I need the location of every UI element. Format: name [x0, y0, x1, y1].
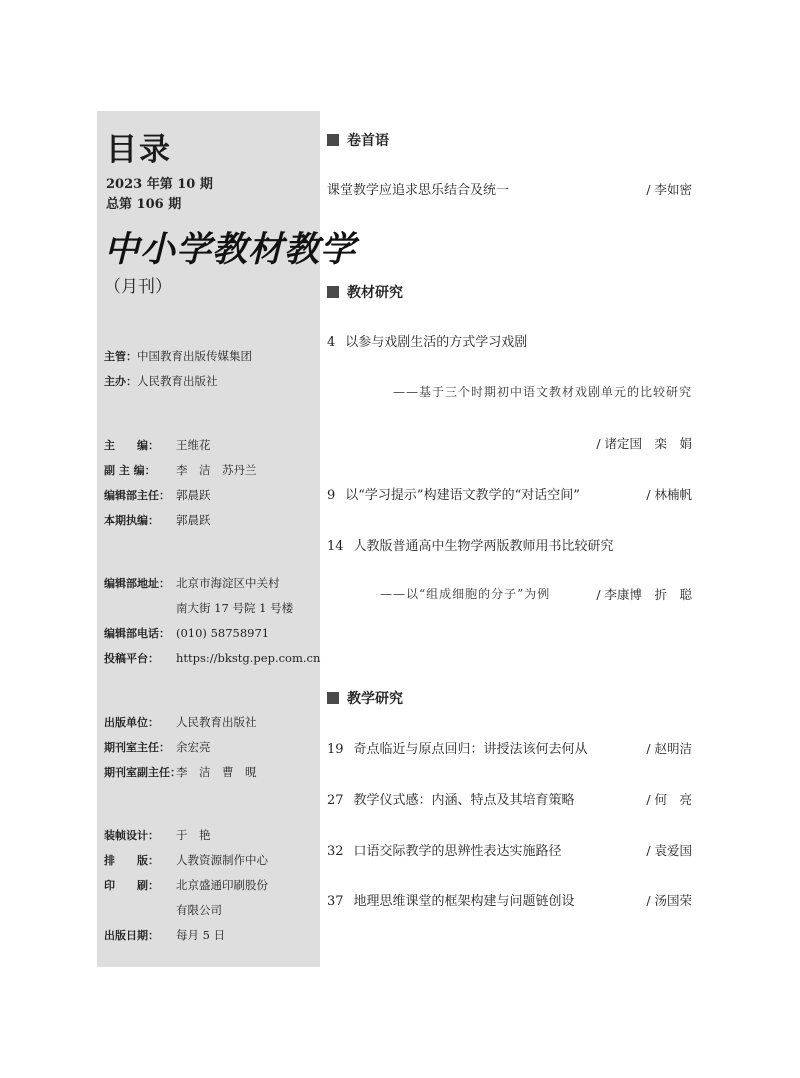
toc-entry[interactable]: 课堂教学应追求思乐结合及统一 [327, 183, 510, 198]
info-publisher: 出版单位： 人民教育出版社 [104, 715, 257, 729]
section-marker-icon [327, 692, 339, 704]
toc-author: / 李如密 [646, 182, 692, 197]
info-supervisor: 主管：中国教育出版传媒集团 [104, 349, 252, 363]
toc-entry[interactable]: 19 奇点临近与原点回归：讲授法该何去何从 [327, 742, 588, 757]
toc-author: / 汤国荣 [646, 893, 692, 908]
info-submission: 投稿平台： https://bkstg.pep.com.cn [104, 651, 321, 665]
info-phone: 编辑部电话： (010) 58758971 [104, 626, 270, 640]
section-heading: 教学研究 [327, 688, 403, 708]
toc-author: / 赵明洁 [646, 741, 692, 756]
toc-entry[interactable]: 32 口语交际教学的思辨性表达实施路径 [327, 844, 562, 859]
info-pub-date: 出版日期： 每月 5 日 [104, 928, 226, 942]
issue-number: 2023 年第 10 期 [106, 177, 213, 192]
toc-entry[interactable]: 37 地理思维课堂的框架构建与问题链创设 [327, 894, 575, 909]
section-marker-icon [327, 134, 339, 146]
toc-author: / 袁爱国 [646, 843, 692, 858]
toc-entry[interactable]: 4 以参与戏剧生活的方式学习戏剧 [327, 335, 528, 350]
info-deputy-office-director: 期刊室副主任：李 洁 曹 晛 [104, 765, 257, 779]
info-issue-editor: 本期执编： 郭晨跃 [104, 513, 211, 527]
toc-author: / 林楠帆 [646, 487, 692, 502]
info-address: 编辑部地址： 北京市海淀区中关村 [104, 576, 280, 590]
section-heading: 卷首语 [327, 130, 389, 150]
issue-total: 总第 106 期 [106, 197, 182, 212]
section-heading: 教材研究 [327, 282, 403, 302]
info-deputy-editor: 副 主 编： 李 洁 苏丹兰 [104, 463, 257, 477]
toc-entry[interactable]: 14 人教版普通高中生物学两版教师用书比较研究 [327, 539, 614, 554]
toc-subtitle: ——基于三个时期初中语文教材戏剧单元的比较研究 [392, 385, 692, 399]
toc-author: / 李康博 折 聪 [596, 587, 692, 602]
info-address-line2: 南大街 17 号院 1 号楼 [176, 601, 294, 615]
info-designer: 装帧设计： 于 艳 [104, 828, 211, 842]
toc-author: / 何 亮 [646, 792, 692, 807]
toc-subtitle: ——以“组成细胞的分子”为例 [380, 587, 551, 601]
toc-entry[interactable]: 27 教学仪式感：内涵、特点及其培育策略 [327, 793, 575, 808]
toc-entry[interactable]: 9 以“学习提示”构建语文教学的“对话空间” [327, 488, 580, 503]
frequency: （月刊） [104, 277, 172, 297]
section-marker-icon [327, 286, 339, 298]
info-editor-in-chief: 主 编： 王维花 [104, 438, 211, 452]
magazine-logo: 中小学教材教学 [104, 229, 357, 270]
info-typesetting: 排 版： 人教资源制作中心 [104, 853, 268, 867]
info-printing: 印 刷： 北京盛通印刷股份 [104, 878, 268, 892]
info-sponsor: 主办：人民教育出版社 [104, 374, 218, 388]
info-printing-line2: 有限公司 [176, 903, 222, 917]
info-office-director: 期刊室主任： 余宏亮 [104, 740, 211, 754]
toc-author: / 诸定国 栾 娟 [596, 436, 692, 451]
info-dept-director: 编辑部主任： 郭晨跃 [104, 488, 211, 502]
page-title: 目录 [106, 132, 172, 168]
